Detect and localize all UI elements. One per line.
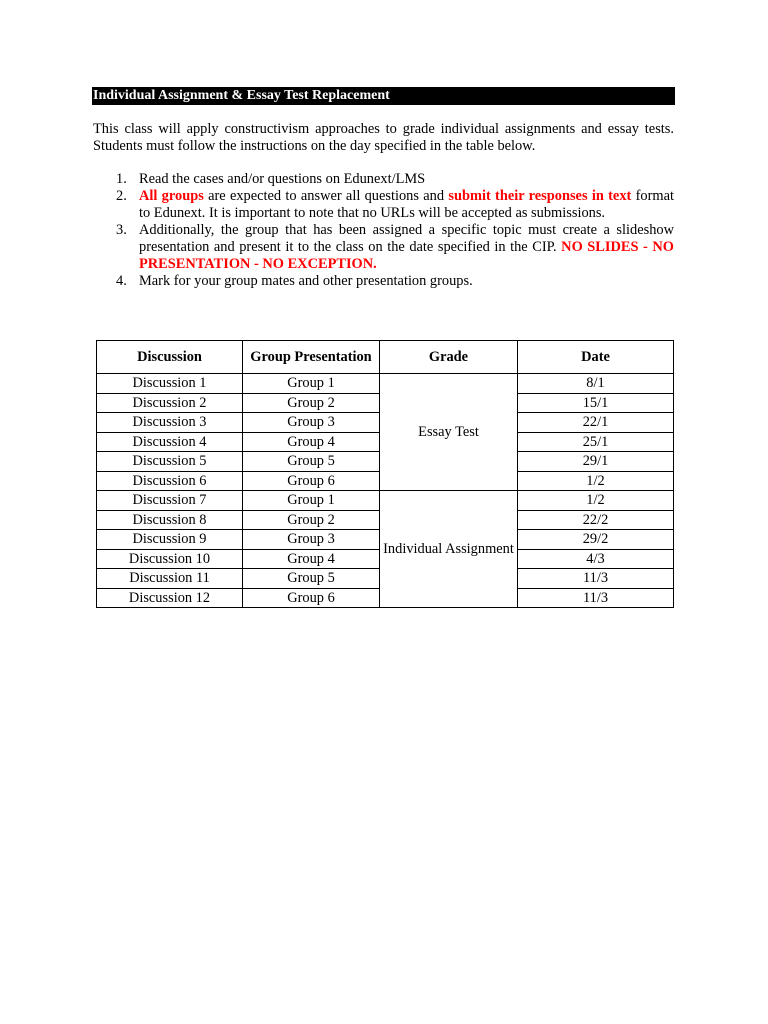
date-cell: 11/3 <box>518 588 674 608</box>
discussion-cell: Discussion 6 <box>97 471 243 491</box>
group-cell: Group 1 <box>243 491 380 511</box>
group-cell: Group 6 <box>243 471 380 491</box>
item-text: are expected to answer all questions and <box>203 188 449 204</box>
discussion-cell: Discussion 4 <box>97 432 243 452</box>
date-cell: 22/2 <box>518 510 674 530</box>
header-group-presentation: Group Presentation <box>243 341 380 374</box>
item-text: format to Edunext. It is important to note that no URLs will be accepted as submissions. <box>139 188 674 221</box>
date-cell: 1/2 <box>518 491 674 511</box>
item-number: 4. <box>116 273 127 289</box>
date-cell: 29/1 <box>518 452 674 472</box>
table-row <box>97 491 674 511</box>
group-cell: Group 1 <box>243 374 380 394</box>
highlight-text: All groups <box>139 188 204 204</box>
discussion-cell: Discussion 2 <box>97 393 243 413</box>
group-cell: Group 5 <box>243 569 380 589</box>
item-number: 2. <box>116 188 127 204</box>
group-cell: Group 6 <box>243 588 380 608</box>
date-cell: 4/3 <box>518 549 674 569</box>
discussion-cell: Discussion 12 <box>97 588 243 608</box>
date-cell: 29/2 <box>518 530 674 550</box>
discussion-cell: Discussion 1 <box>97 374 243 394</box>
group-cell: Group 5 <box>243 452 380 472</box>
schedule-table <box>96 340 674 608</box>
group-cell: Group 3 <box>243 413 380 433</box>
instruction-item <box>93 188 674 222</box>
warning-text: NO SLIDES - NO PRESENTATION - NO EXCEPTION. <box>139 239 674 272</box>
header-grade: Grade <box>380 341 518 374</box>
highlight-text: submit their responses in text <box>448 188 632 204</box>
discussion-cell: Discussion 11 <box>97 569 243 589</box>
discussion-cell: Discussion 5 <box>97 452 243 472</box>
header-date: Date <box>518 341 674 374</box>
discussion-cell: Discussion 3 <box>97 413 243 433</box>
group-cell: Group 4 <box>243 432 380 452</box>
date-cell: 1/2 <box>518 471 674 491</box>
discussion-cell: Discussion 7 <box>97 491 243 511</box>
date-cell: 22/1 <box>518 413 674 433</box>
discussion-cell: Discussion 10 <box>97 549 243 569</box>
date-cell: 25/1 <box>518 432 674 452</box>
header-discussion: Discussion <box>97 341 243 374</box>
item-text: Mark for your group mates and other presentation groups. <box>139 273 473 289</box>
instruction-item <box>93 222 674 273</box>
group-cell: Group 2 <box>243 510 380 530</box>
item-text: Read the cases and/or questions on Edunext/LMS <box>139 171 426 187</box>
group-cell: Group 4 <box>243 549 380 569</box>
table-header-row <box>97 341 674 374</box>
section-title: Individual Assignment & Essay Test Replacement <box>92 87 675 105</box>
item-text: Additionally, the group that has been assigned a specific topic must create a slideshow presentation and present it to the class on the date specified in the CIP. <box>139 222 674 255</box>
date-cell: 11/3 <box>518 569 674 589</box>
instruction-item <box>93 171 674 188</box>
item-number: 3. <box>116 222 127 238</box>
instruction-item <box>93 273 674 290</box>
group-cell: Group 2 <box>243 393 380 413</box>
table-row <box>97 374 674 394</box>
grade-cell-individual: Individual Assignment <box>380 491 518 608</box>
intro-paragraph: This class will apply constructivism approaches to grade individual assignments and essay tests. Students must follow the instructions on the day specified in the table below. <box>93 121 674 154</box>
group-cell: Group 3 <box>243 530 380 550</box>
grade-cell-essay: Essay Test <box>380 374 518 491</box>
date-cell: 8/1 <box>518 374 674 394</box>
date-cell: 15/1 <box>518 393 674 413</box>
discussion-cell: Discussion 8 <box>97 510 243 530</box>
instruction-list <box>93 171 674 290</box>
discussion-cell: Discussion 9 <box>97 530 243 550</box>
item-number: 1. <box>116 171 127 187</box>
